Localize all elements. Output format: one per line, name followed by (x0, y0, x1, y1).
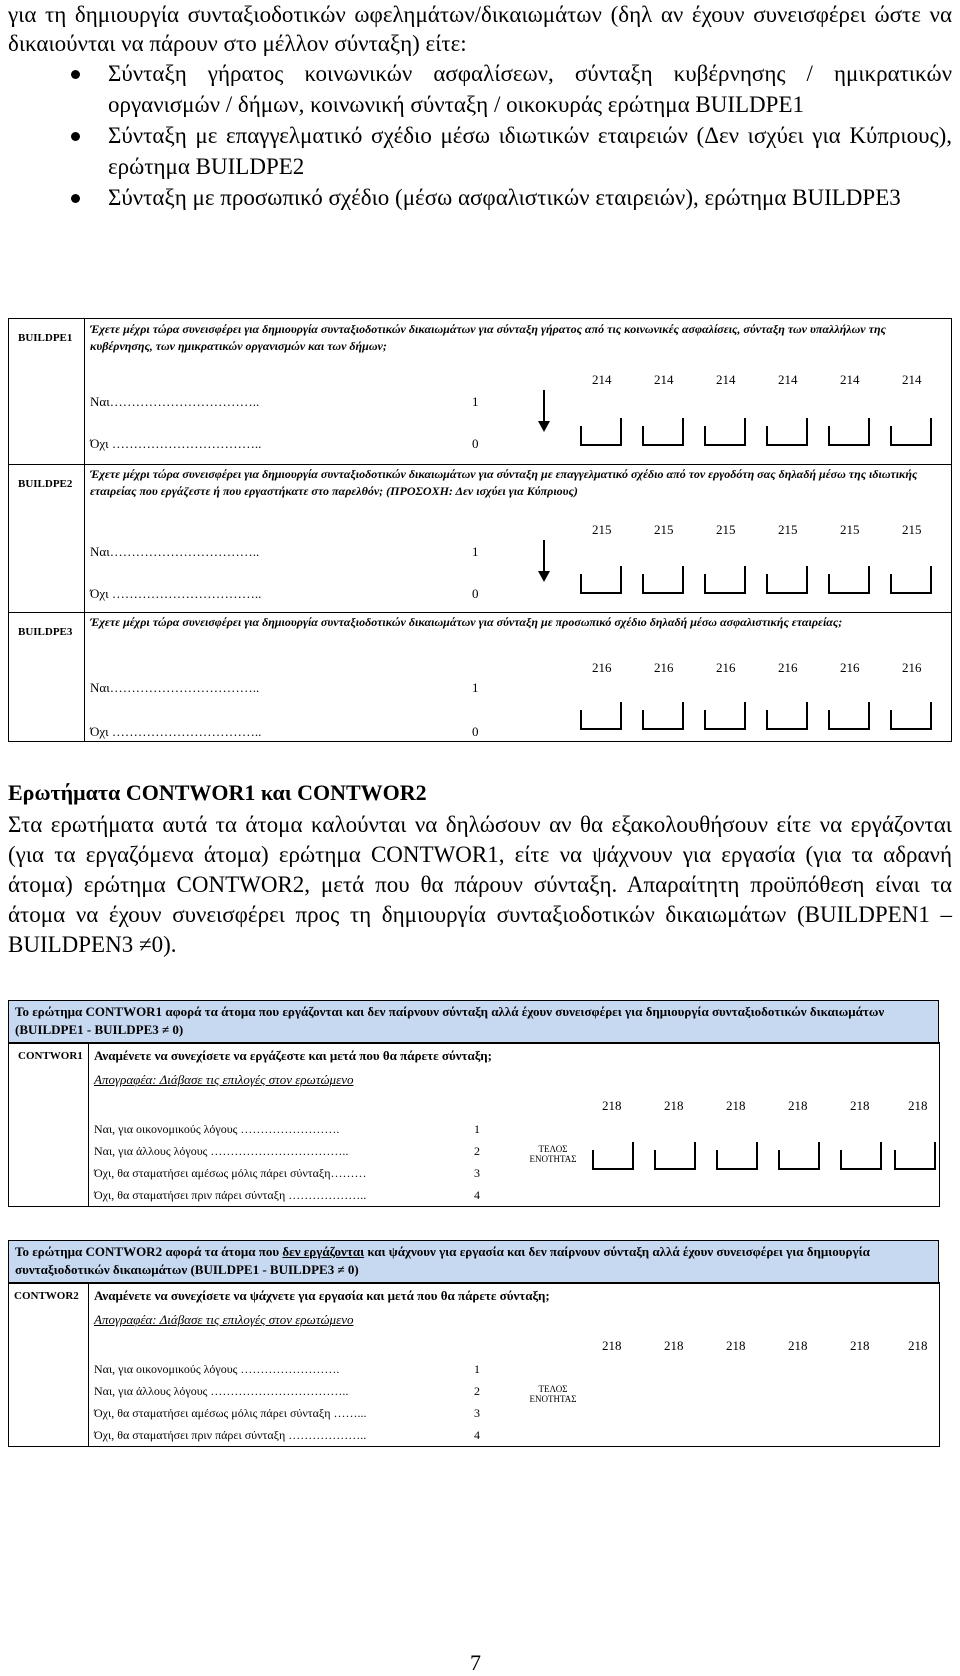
option-label[interactable]: Ναι, για οικονομικούς λόγους ……………………. (94, 1122, 340, 1136)
option-label[interactable]: Ναι, για άλλους λόγους …………………………….. (94, 1144, 349, 1158)
answer-box[interactable] (890, 566, 932, 594)
col-code: 218 (602, 1098, 622, 1113)
intro-line: για τη δημιουργία συνταξιοδοτικών ωφελημάτων/δικαιωμάτων (δηλ αν έχουν συνεισφέρει ώστε να δικαιούνται να πάρουν στο μέλλον σύνταξη) είτε: (8, 2, 952, 56)
section-paragraph: Στα ερωτήματα αυτά τα άτομα καλούνται να δηλώσουν αν θα εξακολουθήσουν είτε να εργάζονται (για τα εργαζόμενα άτομα) ερώτημα CONTWOR1, είτε να ψάχνουν για εργασία (για τα αδρανή άτομα) ερώτημα CONTWOR2, μετά που θα πάρουν σύνταξη. Απαραίτητη προϋπόθεση είναι τα άτομα να έχουν συνεισφέρει προς τη δημιουργία συνταξιοδοτικών δικαιωμάτων (BUILDPEN1 – BUILDPEN3 ≠0). (8, 812, 952, 957)
buildpe-table (8, 318, 952, 742)
option-label[interactable]: Ναι, για άλλους λόγους …………………………….. (94, 1384, 349, 1398)
contwor1-table (8, 1042, 952, 1207)
answer-box[interactable] (766, 702, 808, 730)
col-code: 216 (716, 660, 736, 675)
question-text: Αναμένετε να συνεχίσετε να εργάζεστε και μετά που θα πάρετε σύνταξη; (94, 1048, 492, 1063)
question-text: Έχετε μέχρι τώρα συνεισφέρει για δημιουργία συνταξιοδοτικών δικαιωμάτων για σύνταξη γήρατος από τις κοινωνικές ασφαλίσεις, σύνταξη των υπαλλήλων της κυβέρνησης, των ημικρατικών οργανισμών και των δήμων; (90, 322, 886, 353)
code-no: 0 (472, 586, 479, 601)
answer-box[interactable] (704, 566, 746, 594)
option-code: 4 (474, 1428, 480, 1442)
option-no[interactable]: Όχι …………………………….. (90, 586, 262, 601)
col-code: 214 (592, 372, 612, 387)
col-code: 215 (654, 522, 674, 537)
bullet-item: Σύνταξη γήρατος κοινωνικών ασφαλίσεων, σύνταξη κυβέρνησης / ημικρατικών οργανισμών / δήμων, κοινωνική σύνταξη / οικοκυράς ερώτημα BUILDPE1 (8, 58, 952, 120)
col-code: 214 (902, 372, 922, 387)
contwor1-header: Το ερώτημα CONTWOR1 αφορά τα άτομα που εργάζονται και δεν παίρνουν σύνταξη αλλά έχουν συνεισφέρει για δημιουργία συνταξιοδοτικών δικαιωμάτων (BUILDPE1 - BUILDPE3 ≠ 0) (8, 1000, 939, 1044)
col-code: 214 (654, 372, 674, 387)
option-label[interactable]: Όχι, θα σταματήσει πριν πάρει σύνταξη ……………….. (94, 1428, 367, 1442)
end-section-label: ΤΕΛΟΣ ΕΝΟΤΗΤΑΣ (529, 1144, 577, 1164)
option-code: 3 (474, 1166, 480, 1180)
col-code: 216 (592, 660, 612, 675)
answer-box[interactable] (716, 1142, 758, 1170)
col-code: 218 (664, 1338, 684, 1353)
option-label[interactable]: Όχι, θα σταματήσει πριν πάρει σύνταξη ……………….. (94, 1188, 367, 1202)
option-code: 1 (474, 1362, 480, 1376)
col-code: 218 (788, 1338, 808, 1353)
code-yes: 1 (472, 394, 479, 409)
section-heading: Ερωτήματα CONTWOR1 και CONTWOR2 (8, 780, 427, 805)
answer-box[interactable] (642, 702, 684, 730)
col-code: 215 (840, 522, 860, 537)
bullet-icon (71, 132, 80, 141)
answer-box[interactable] (890, 418, 932, 446)
bullet-item: Σύνταξη με επαγγελματικό σχέδιο μέσω ιδιωτικών εταιρειών (Δεν ισχύει για Κύπριους), ερώτημα BUILDPE2 (8, 120, 952, 182)
answer-box[interactable] (654, 1142, 696, 1170)
code-no: 0 (472, 436, 479, 451)
option-code: 3 (474, 1406, 480, 1420)
option-code: 4 (474, 1188, 480, 1202)
answer-box[interactable] (642, 566, 684, 594)
instruction-text: Απογραφέα: Διάβασε τις επιλογές στον ερωτώμενο (94, 1312, 354, 1327)
option-label[interactable]: Όχι, θα σταματήσει αμέσως μόλις πάρει σύνταξη……… (94, 1166, 367, 1180)
code-yes: 1 (472, 544, 479, 559)
col-code: 218 (908, 1338, 928, 1353)
answer-box[interactable] (580, 566, 622, 594)
arrow-head-icon (538, 571, 550, 582)
answer-box[interactable] (890, 702, 932, 730)
option-code: 1 (474, 1122, 480, 1136)
code-no: 0 (472, 724, 479, 739)
arrow-down-icon (543, 390, 545, 422)
option-code: 2 (474, 1144, 480, 1158)
col-code: 215 (592, 522, 612, 537)
answer-box[interactable] (828, 702, 870, 730)
col-code: 218 (788, 1098, 808, 1113)
col-code: 216 (778, 660, 798, 675)
answer-box[interactable] (840, 1142, 882, 1170)
page-number: 7 (470, 1650, 481, 1675)
option-label[interactable]: Ναι, για οικονομικούς λόγους ……………………. (94, 1362, 340, 1376)
option-code: 2 (474, 1384, 480, 1398)
answer-box[interactable] (766, 418, 808, 446)
instruction-text: Απογραφέα: Διάβασε τις επιλογές στον ερωτώμενο (94, 1072, 354, 1087)
question-text: Έχετε μέχρι τώρα συνεισφέρει για δημιουργία συνταξιοδοτικών δικαιωμάτων για σύνταξη με προσωπικό σχέδιο δηλαδή μέσω ασφαλιστικής εταιρείας; (90, 615, 843, 629)
answer-box[interactable] (580, 418, 622, 446)
col-code: 214 (778, 372, 798, 387)
question-text: Αναμένετε να συνεχίσετε να ψάχνετε για εργασία και μετά που θα πάρετε σύνταξη; (94, 1288, 550, 1303)
col-code: 214 (716, 372, 736, 387)
answer-box[interactable] (778, 1142, 820, 1170)
col-code: 218 (726, 1098, 746, 1113)
col-code: 215 (902, 522, 922, 537)
bullet-icon (71, 70, 80, 79)
question-code: BUILDPE3 (18, 626, 73, 638)
answer-box[interactable] (642, 418, 684, 446)
answer-box[interactable] (894, 1142, 936, 1170)
col-code: 218 (850, 1098, 870, 1113)
intro-text (8, 0, 952, 213)
bullet-item: Σύνταξη με προσωπικό σχέδιο (μέσω ασφαλιστικών εταιρειών), ερώτημα BUILDPE3 (8, 182, 952, 213)
col-code: 215 (778, 522, 798, 537)
option-no[interactable]: Όχι …………………………….. (90, 436, 262, 451)
answer-box[interactable] (580, 702, 622, 730)
option-yes[interactable]: Ναι…………………………….. (90, 394, 260, 409)
col-code: 218 (602, 1338, 622, 1353)
question-code: CONTWOR2 (14, 1290, 79, 1302)
code-yes: 1 (472, 680, 479, 695)
contwor2-table (8, 1282, 952, 1447)
option-no[interactable]: Όχι …………………………….. (90, 724, 262, 739)
col-code: 214 (840, 372, 860, 387)
answer-box[interactable] (766, 566, 808, 594)
col-code: 216 (902, 660, 922, 675)
bullet-list (8, 58, 952, 213)
col-code: 216 (840, 660, 860, 675)
arrow-head-icon (538, 421, 550, 432)
option-label[interactable]: Όχι, θα σταματήσει αμέσως μόλις πάρει σύνταξη ……... (94, 1406, 367, 1420)
col-code: 216 (654, 660, 674, 675)
option-yes[interactable]: Ναι…………………………….. (90, 544, 260, 559)
answer-box[interactable] (828, 418, 870, 446)
bullet-icon (71, 194, 80, 203)
end-section-label: ΤΕΛΟΣ ΕΝΟΤΗΤΑΣ (529, 1384, 577, 1404)
question-text: Έχετε μέχρι τώρα συνεισφέρει για δημιουργία συνταξιοδοτικών δικαιωμάτων για σύνταξη με επαγγελματικό σχέδιο από τον εργοδότη σας δηλαδή μέσω της ιδιωτικής εταιρείας που εργάζεστε ή που εργαστήκατε στο παρελθόν; (ΠΡΟΣΟΧΗ: Δεν ισχύει για Κύπριους) (90, 467, 918, 498)
col-code: 218 (726, 1338, 746, 1353)
answer-box[interactable] (592, 1142, 634, 1170)
question-code: BUILDPE2 (18, 478, 73, 490)
col-code: 218 (664, 1098, 684, 1113)
question-code: BUILDPE1 (18, 332, 73, 344)
col-code: 215 (716, 522, 736, 537)
arrow-down-icon (543, 540, 545, 572)
contwor2-header: Το ερώτημα CONTWOR2 αφορά τα άτομα που δεν εργάζονται και ψάχνουν για εργασία και δεν παίρνουν σύνταξη αλλά έχουν συνεισφέρει για δημιουργία συνταξιοδοτικών δικαιωμάτων (BUILDPE1 - BUILDPE3 ≠ 0) (8, 1240, 939, 1284)
question-code: CONTWOR1 (18, 1050, 83, 1062)
col-code: 218 (908, 1098, 928, 1113)
col-code: 218 (850, 1338, 870, 1353)
answer-box[interactable] (704, 418, 746, 446)
option-yes[interactable]: Ναι…………………………….. (90, 680, 260, 695)
answer-box[interactable] (704, 702, 746, 730)
answer-box[interactable] (828, 566, 870, 594)
